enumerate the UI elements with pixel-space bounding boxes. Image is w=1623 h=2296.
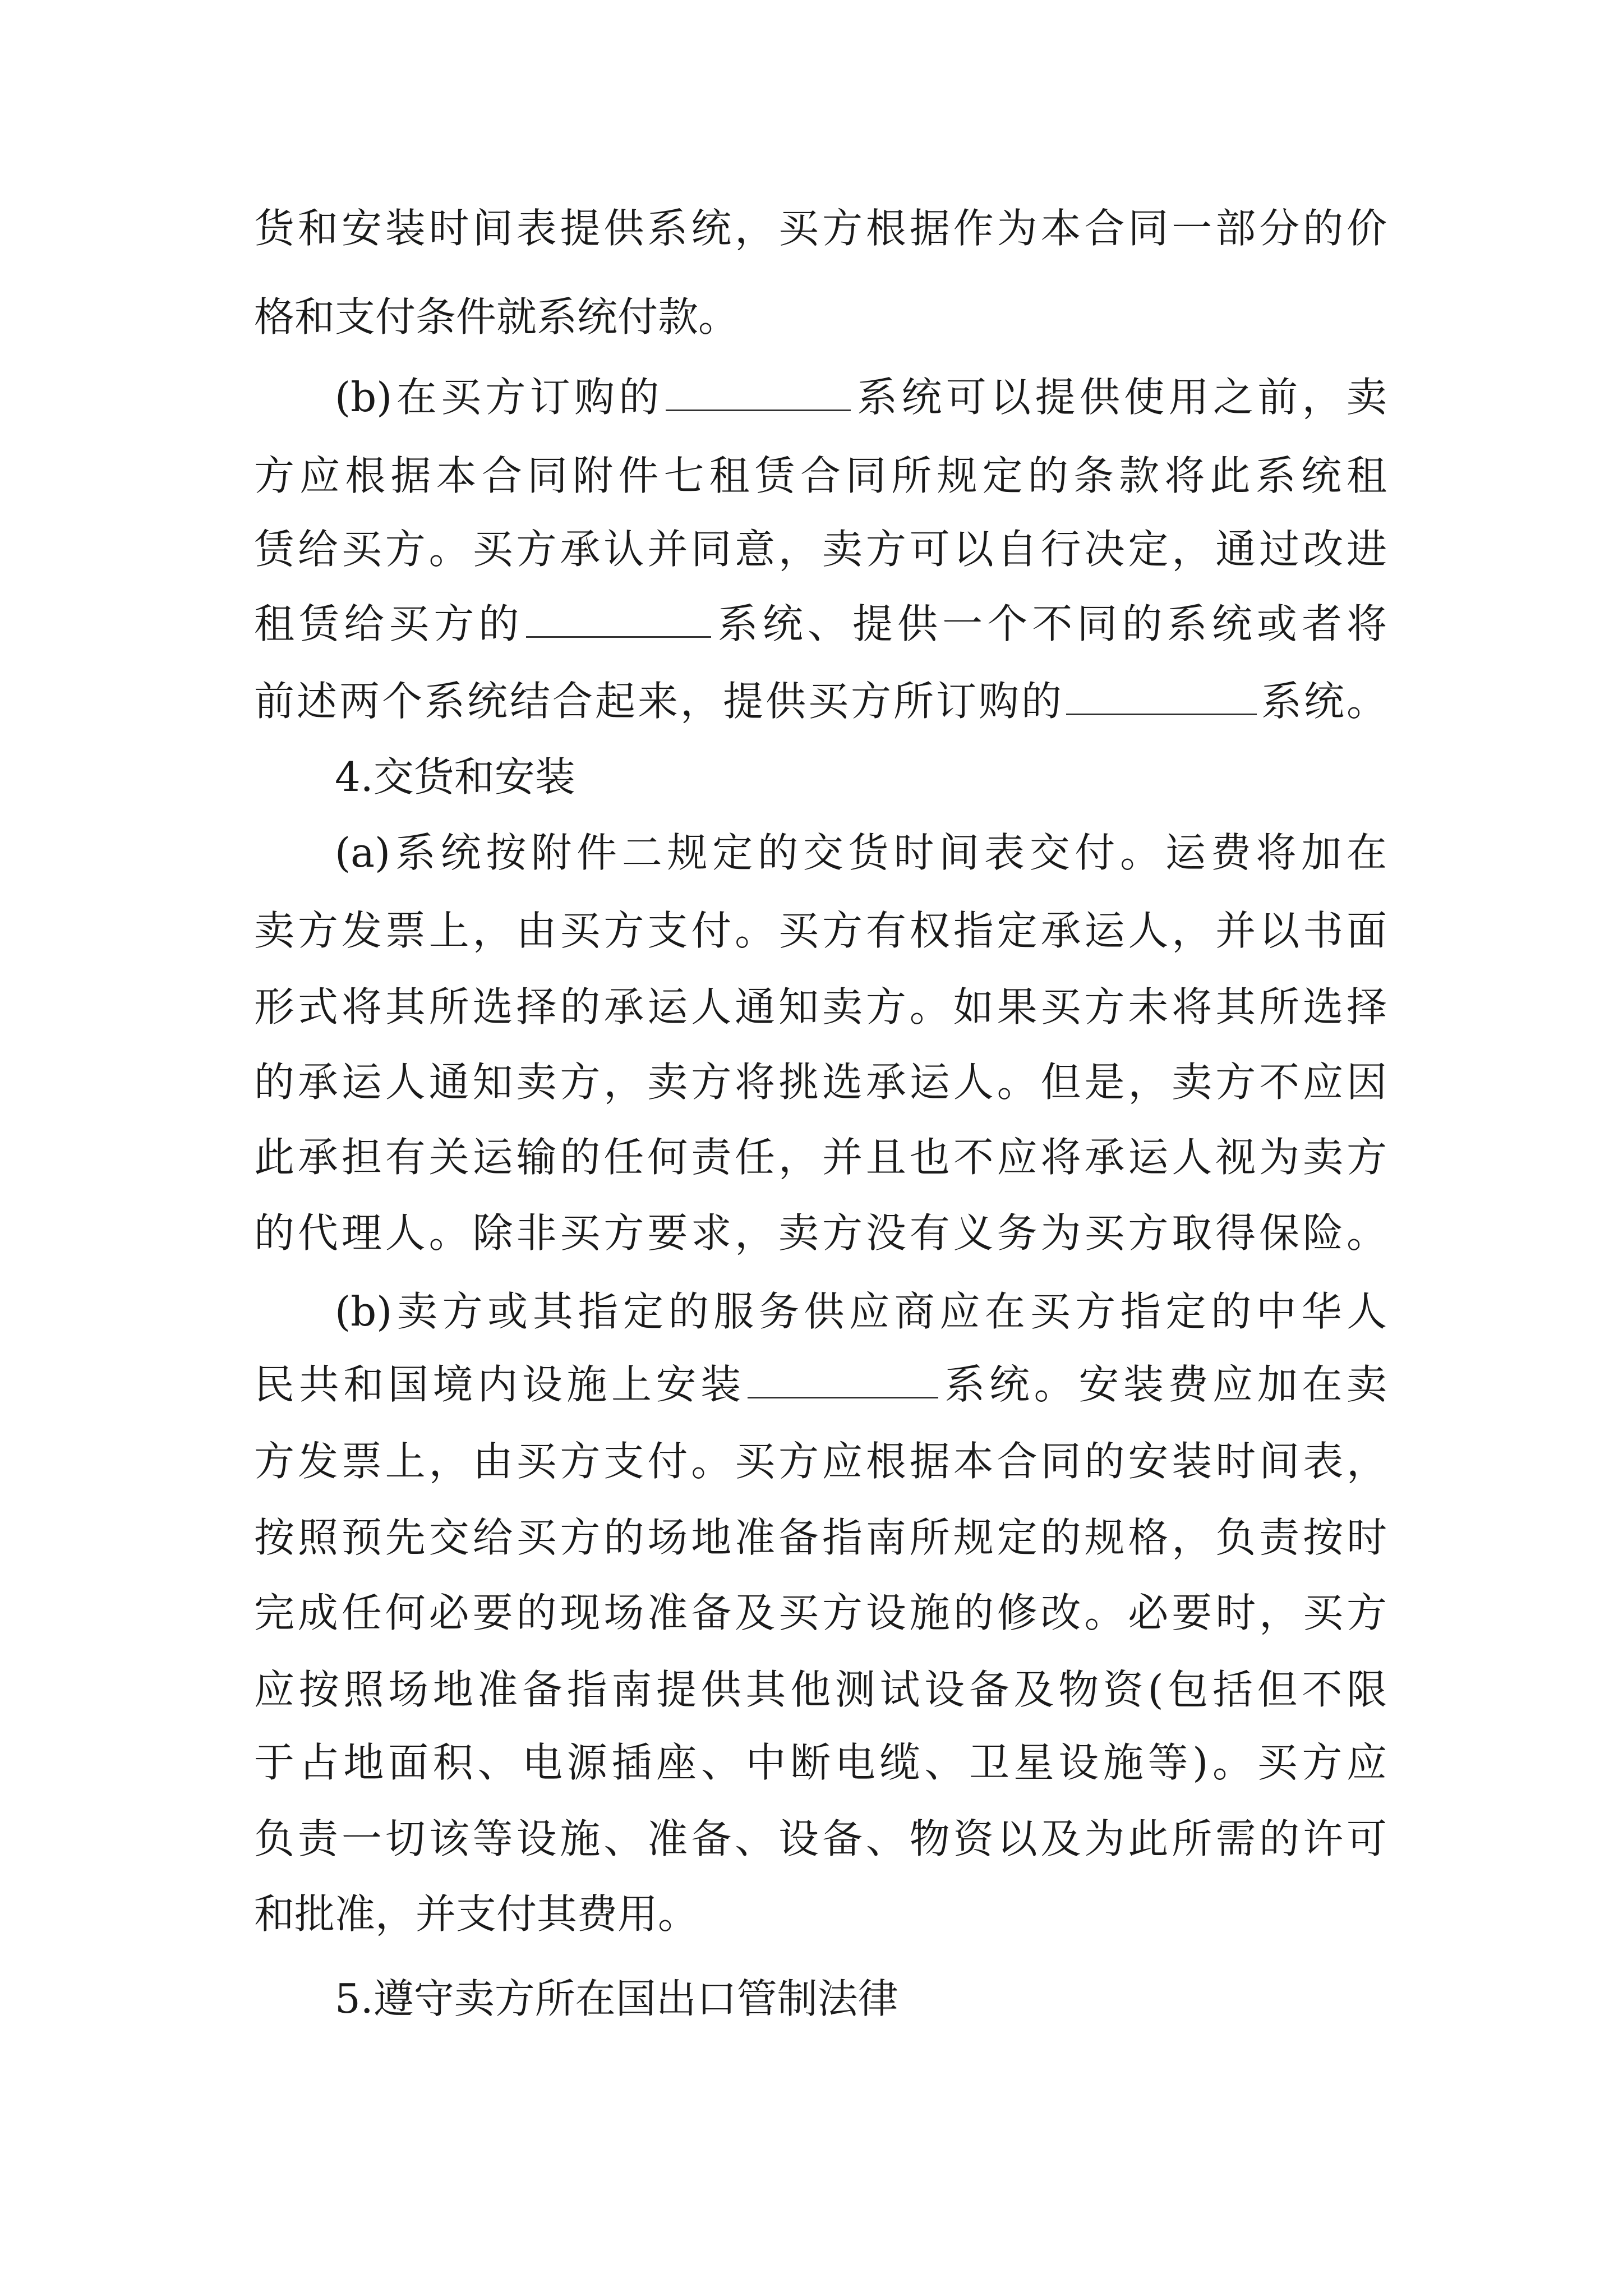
paragraph-line: 方发票上，由买方支付。买方应根据本合同的安装时间表，: [254, 1438, 1387, 1485]
fill-in-blank: [526, 602, 711, 638]
fill-in-blank: [1066, 680, 1257, 715]
paragraph-line: 卖方发票上，由买方支付。买方有权指定承运人，并以书面: [254, 907, 1387, 954]
text-segment: 系统。: [1258, 678, 1387, 725]
paragraph-line: 于占地面积、电源插座、中断电缆、卫星设施等)。买方应: [254, 1739, 1387, 1786]
text-segment: 系统可以提供使用之前，卖: [852, 374, 1387, 421]
paragraph-line: 负责一切该等设施、准备、设备、物资以及为此所需的许可: [254, 1815, 1387, 1862]
paragraph-line: [335, 366, 1387, 428]
fill-in-blank: [748, 1363, 938, 1398]
section-heading: 4.交货和安装: [335, 753, 575, 800]
paragraph-line: 应按照场地准备指南提供其他测试设备及物资(包括但不限: [254, 1666, 1387, 1713]
text-segment: 前述两个系统结合起来，提供买方所订购的: [254, 678, 1064, 725]
text-segment: (b)在买方订购的: [335, 374, 663, 421]
paragraph-line: 的代理人。除非买方要求，卖方没有义务为买方取得保险。: [254, 1209, 1387, 1257]
paragraph-line: [254, 670, 1387, 732]
paragraph-line: (b)卖方或其指定的服务供应商应在买方指定的中华人: [335, 1288, 1387, 1335]
paragraph-line: 和批准，并支付其费用。: [254, 1890, 699, 1938]
text-segment: 系统。安装费应加在卖: [940, 1361, 1387, 1408]
paragraph-line: 形式将其所选择的承运人通知卖方。如果买方未将其所选择: [254, 983, 1387, 1030]
paragraph-line: 完成任何必要的现场准备及买方设施的修改。必要时，买方: [254, 1589, 1387, 1636]
paragraph-line: [254, 1354, 1387, 1415]
paragraph-line: 的承运人通知卖方，卖方将挑选承运人。但是，卖方不应因: [254, 1059, 1387, 1106]
paragraph-line: 方应根据本合同附件七租赁合同所规定的条款将此系统租: [254, 452, 1387, 499]
paragraph-line: 货和安装时间表提供系统，买方根据作为本合同一部分的价: [254, 205, 1387, 252]
paragraph-line: 格和支付条件就系统付款。: [254, 293, 739, 341]
fill-in-blank: [666, 376, 851, 411]
paragraph-line: 此承担有关运输的任何责任，并且也不应将承运人视为卖方: [254, 1134, 1387, 1181]
paragraph-line: (a)系统按附件二规定的交货时间表交付。运费将加在: [335, 829, 1387, 876]
text-segment: 系统、提供一个不同的系统或者将: [713, 600, 1387, 647]
section-heading: 5.遵守卖方所在国出口管制法律: [335, 1975, 898, 2022]
paragraph-line: 赁给买方。买方承认并同意，卖方可以自行决定，通过改进: [254, 526, 1387, 573]
text-segment: 租赁给买方的: [254, 600, 524, 647]
paragraph-line: 按照预先交给买方的场地准备指南所规定的规格，负责按时: [254, 1514, 1387, 1561]
paragraph-line: [254, 593, 1387, 655]
text-segment: 民共和国境内设施上安装: [254, 1361, 745, 1408]
